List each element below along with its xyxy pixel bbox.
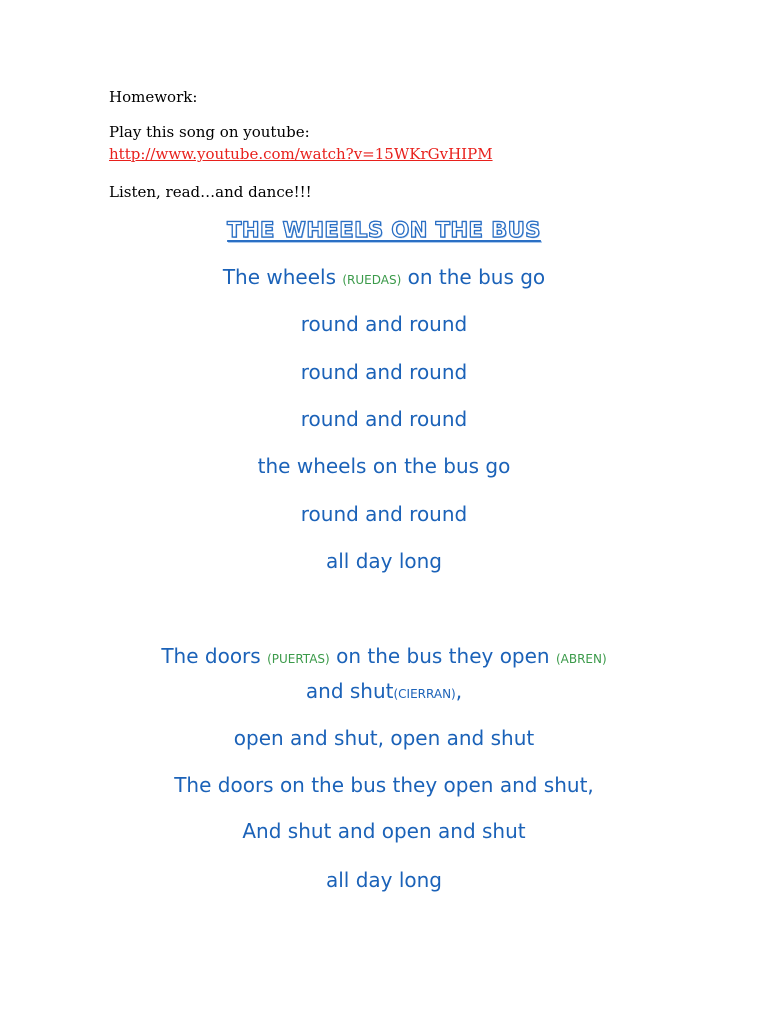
youtube-link[interactable]: http://www.youtube.com/watch?v=15WKrGvHIPM xyxy=(109,145,493,163)
verse2-line1 xyxy=(0,644,768,668)
verse2-line5: And shut and open and shut xyxy=(242,819,526,843)
listen-text: Listen, read…and dance!!! xyxy=(109,183,312,201)
verse2-line6: all day long xyxy=(325,868,443,892)
verse1-line2: round and round xyxy=(300,312,468,336)
translation-note: (ABREN) xyxy=(555,652,607,666)
lyric-text: and shut xyxy=(305,679,394,703)
lyric-text: on the bus they open xyxy=(329,644,556,668)
translation-note: (RUEDAS) xyxy=(342,273,402,287)
verse1-line7: all day long xyxy=(325,549,443,573)
verse1-line1 xyxy=(0,265,768,289)
verse2-line2 xyxy=(0,679,768,703)
verse1-line5: the wheels on the bus go xyxy=(257,454,511,478)
verse2-line3: open and shut, open and shut xyxy=(233,726,535,750)
homework-label: Homework: xyxy=(109,88,198,106)
verse1-line6: round and round xyxy=(300,502,468,526)
translation-note: (PUERTAS) xyxy=(267,652,330,666)
instruction-text: Play this song on youtube: xyxy=(109,123,310,141)
lyric-text: , xyxy=(455,679,463,703)
verse1-line4: round and round xyxy=(300,407,468,431)
lyric-text: The wheels xyxy=(222,265,343,289)
lyric-text: on the bus go xyxy=(401,265,546,289)
verse2-line4: The doors on the bus they open and shut, xyxy=(174,773,594,797)
lyric-text: The doors xyxy=(161,644,268,668)
verse1-line3: round and round xyxy=(300,360,468,384)
song-title: THE WHEELS ON THE BUS xyxy=(227,218,541,242)
translation-note: (CIERRAN) xyxy=(393,687,456,701)
